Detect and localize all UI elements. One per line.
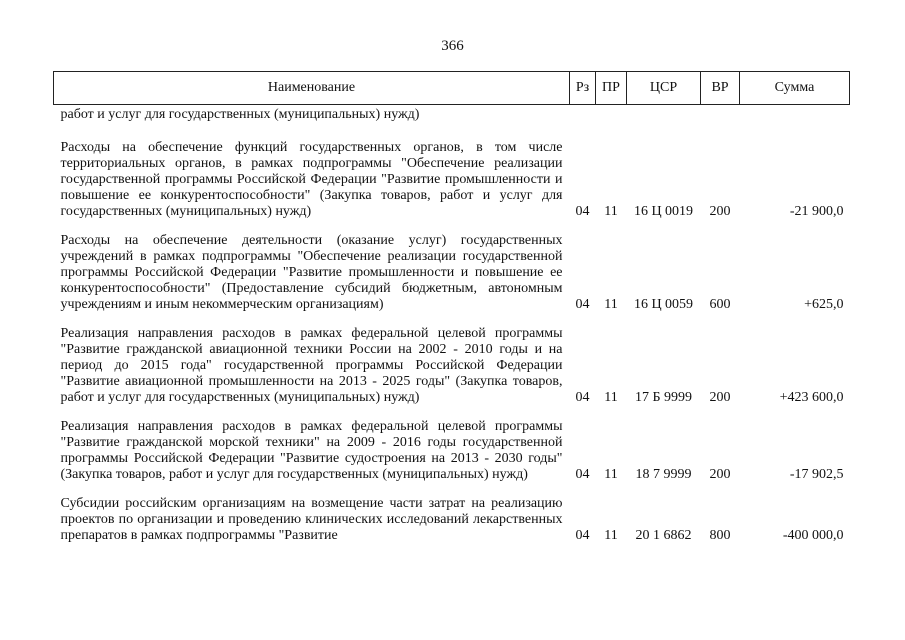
row-rz: 04 bbox=[575, 204, 590, 219]
header-rz: Рз bbox=[570, 72, 596, 105]
header-sum: Сумма bbox=[740, 72, 850, 105]
continuation-text: работ и услуг для государственных (муниципальных) нужд) bbox=[60, 107, 420, 122]
row-sum: -400 000,0 bbox=[782, 528, 844, 543]
row-pr: 11 bbox=[604, 528, 618, 543]
row-pr: 11 bbox=[604, 390, 618, 405]
page-number: 366 bbox=[441, 38, 464, 54]
row-name: Расходы на обеспечение деятельности (оказание услуг) государственных учреждений в рамках подпрограммы "Обеспечение реализации государственной программы Российской Федерации "Развитие промышленности и повышение ее конкурентоспособности" (Предоставление субсидий бюджетным, автономным учреждениям и иным некоммерческим организациям) bbox=[60, 233, 563, 312]
table-header-row bbox=[54, 72, 850, 105]
row-rz: 04 bbox=[575, 390, 590, 405]
row-csr: 18 7 9999 bbox=[635, 467, 692, 482]
row-csr: 16 Ц 0019 bbox=[633, 204, 694, 219]
row-csr: 20 1 6862 bbox=[635, 528, 692, 543]
row-sum: +423 600,0 bbox=[779, 390, 844, 405]
row-name: Субсидии российским организациям на возмещение части затрат на реализацию проектов по организации и проведению клинических исследований лекарственных препаратов в рамках подпрограммы "Развитие bbox=[60, 496, 563, 543]
table-row bbox=[54, 220, 850, 313]
row-sum: -21 900,0 bbox=[789, 204, 844, 219]
row-vr: 200 bbox=[709, 204, 731, 219]
row-name: Реализация направления расходов в рамках федеральной целевой программы "Развитие гражданской авиационной техники России на 2002 - 2010 годы и на период до 2015 года" государственной программы Российской Федерации "Развитие авиационной промышленности на 2013 - 2025 годы" (Закупка товаров, работ и услуг для государственных (муниципальных) нужд) bbox=[60, 326, 563, 405]
row-vr: 200 bbox=[709, 390, 731, 405]
row-rz: 04 bbox=[575, 467, 590, 482]
table-row bbox=[54, 483, 850, 544]
row-csr: 16 Ц 0059 bbox=[633, 297, 694, 312]
row-csr: 17 Б 9999 bbox=[634, 390, 693, 405]
row-vr: 600 bbox=[709, 297, 731, 312]
row-rz: 04 bbox=[575, 528, 590, 543]
row-name: Реализация направления расходов в рамках федеральной целевой программы "Развитие гражданской морской техники" на 2009 - 2016 годы государственной программы Российской Федерации "Развитие судостроения на 2013 - 2030 годы" (Закупка товаров, работ и услуг для государственных (муниципальных) нужд) bbox=[60, 419, 563, 482]
row-name: Расходы на обеспечение функций государственных органов, в том числе территориальных органов, в рамках подпрограммы "Обеспечение реализации государственной программы Российской Федерации "Развитие промышленности и повышение ее конкурентоспособности" (Закупка товаров, работ и услуг для государственных (муниципальных) нужд) bbox=[60, 140, 563, 219]
header-pr: ПР bbox=[596, 72, 627, 105]
header-vr: ВР bbox=[701, 72, 740, 105]
table-row bbox=[54, 127, 850, 220]
row-sum: +625,0 bbox=[804, 297, 844, 312]
row-vr: 800 bbox=[709, 528, 731, 543]
header-name: Наименование bbox=[54, 72, 570, 105]
budget-table bbox=[53, 71, 850, 544]
table-row-continuation bbox=[54, 105, 850, 128]
row-sum: -17 902,5 bbox=[789, 467, 844, 482]
row-pr: 11 bbox=[604, 467, 618, 482]
row-pr: 11 bbox=[604, 204, 618, 219]
row-rz: 04 bbox=[575, 297, 590, 312]
header-csr: ЦСР bbox=[627, 72, 701, 105]
table-row bbox=[54, 313, 850, 406]
row-pr: 11 bbox=[604, 297, 618, 312]
table-row bbox=[54, 406, 850, 483]
row-vr: 200 bbox=[709, 467, 731, 482]
